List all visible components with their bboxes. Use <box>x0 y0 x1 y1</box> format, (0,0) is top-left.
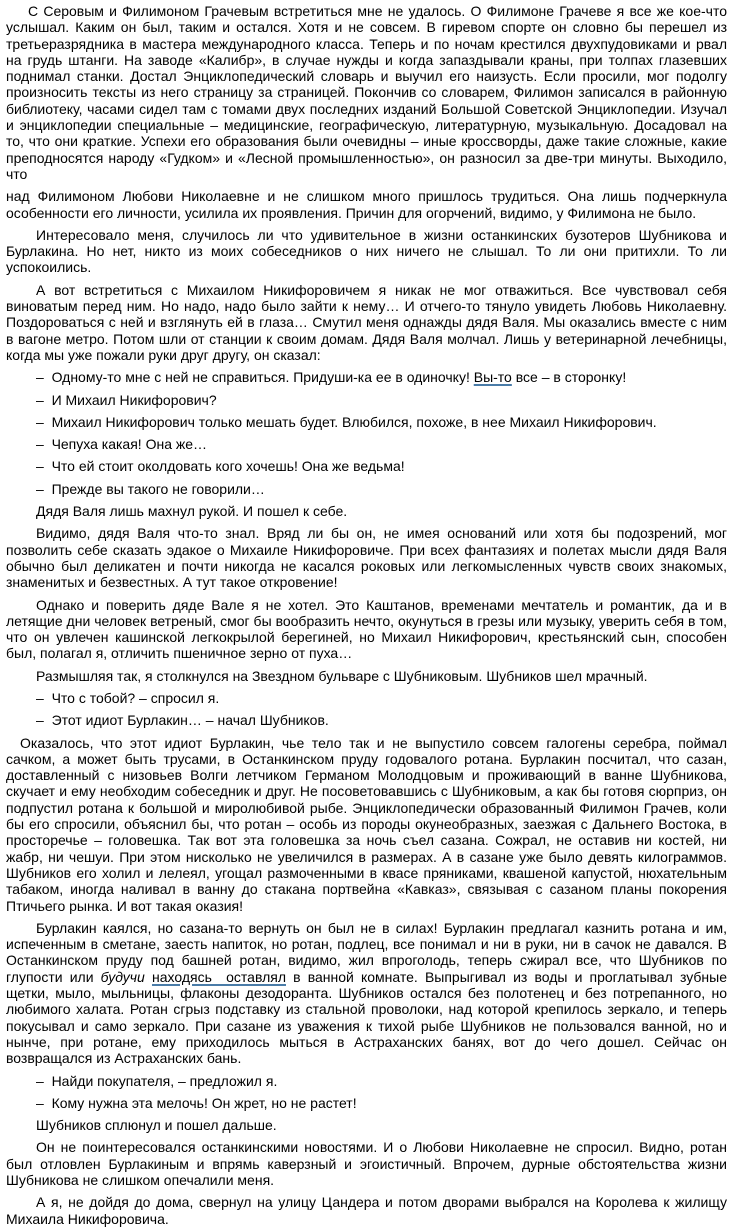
text-run <box>145 969 152 985</box>
paragraph <box>6 920 727 1067</box>
paragraph: Дядя Валя лишь махнул рукой. И пошел к себе. <box>36 503 348 520</box>
paragraph: над Филимоном Любови Николаевне и не слишком много пришлось трудиться. Она лишь подчеркнула особенности его личности, усилила их проявления. Причин для огорчений, видимо, у Филимона не было. <box>6 188 727 221</box>
underlined-text-run: Вы-то <box>473 369 512 386</box>
document-body <box>6 3 727 1227</box>
dialogue-line: – Найди покупателя, – предложил я. <box>36 1072 278 1089</box>
dialogue-line: – Чепуха какая! Она же… <box>36 436 208 453</box>
dialogue-line: – Кому нужна эта мелочь! Он жрет, но не растет! <box>36 1094 357 1111</box>
paragraph: С Серовым и Филимоном Грачевым встретиться мне не удалось. О Филимоне Грачеве я все же кое-что услышал. Каким он был, таким и остался. Хотя и не совсем. В гиревом спорте он словно бы перешел из третьеразрядника в мастера международного класса. Теперь и по ночам крестился двухпудовиками и рвал на грудь штанги. На заводе «Калибр», в случае нужды и когда запаздывали краны, при толпах глазевших поднимал станки. Достал Энциклопедический словарь и выучил его наизусть. Если просили, мог подолгу произносить тексты из него страницу за страницей. Покончив со словарем, Филимон записался в районную библиотеку, часами сидел там с томами двух последних изданий Большой Советской Энциклопедии. Изучал и энциклопедии специальные – медицинские, географическую, литературную, музыкальную. Досадовал на то, что они краткие. Успехи его образования были очевидны – иные кроссворды, даже такие сложные, какие преподносятся народу «Гудком» и «Лесной промышленностью», он разносил за две-три минуты. Выходило, что <box>6 3 727 182</box>
paragraph: Он не поинтересовался останкинскими новостями. И о Любови Николаевне не спросил. Видно, ротан был отловлен Бурлакиным и впрямь каверзный и эгоистичный. Впрочем, дурные обстоятельства жизни Шубникова не слишком опечалили меня. <box>6 1139 727 1188</box>
dialogue-line: – Этот идиот Бурлакин… – начал Шубников. <box>36 712 329 729</box>
paragraph: Размышляя так, я столкнулся на Звездном бульваре с Шубниковым. Шубников шел мрачный. <box>36 667 648 684</box>
paragraph: Видимо, дядя Валя что-то знал. Вряд ли бы он, не имея оснований или хотя бы подозрений, мог позволить себе сказать эдакое о Михаиле Никифоровиче. При всех фантазиях и полетах мысли дядя Валя обычно был деликатен и почти никогда не касался роковых или легкомысленных чувств своих знакомых, знаменитых и безвестных. А тут такое откровение! <box>6 525 727 591</box>
italic-text-run: будучи <box>100 968 145 985</box>
text-run: все – в сторонку! <box>511 369 627 386</box>
dialogue-line: – Что с тобой? – спросил я. <box>36 689 220 706</box>
dialogue-line: – Михаил Никифорович только мешать будет. Влюбился, похоже, в нее Михаил Никифорович. <box>36 413 657 430</box>
paragraph: Однако и поверить дяде Вале я не хотел. Это Каштанов, временами мечтатель и романтик, да и в летящие дни человек ветреный, смог бы вообразить нечто, окунуться в грезы или музыку, уверить себя в том, что он увлечен кашинской легкокрылой берегиней, но Михаил Никифорович, крестьянский сын, способен был, полагал я, отличить пшеничное зерно от пуха… <box>6 596 727 662</box>
dialogue-line <box>6 369 727 385</box>
paragraph: Шубников сплюнул и пошел дальше. <box>36 1117 277 1134</box>
text-run: Бурлакин каялся, но сазана-то вернуть он был не в силах! Бурлакин предлагал казнить ротана и им, испеченным в сметане, заесть напиток, но ротан, подлец, все понимал и ни в руки, ни в сачок не давался. В Останкинском пруду под башней ротан, видимо, жил впроголодь, теперь сжирал все, что Шубников по глупости или <box>6 919 727 985</box>
dialogue-line: – Прежде вы такого не говорили… <box>36 480 265 497</box>
dialogue-line: – И Михаил Никифорович? <box>36 391 217 408</box>
text-run: в ванной комнате. Выпрыгивал из воды и проглатывал зубные щетки, мыло, мыльницы, флаконы дезодоранта. Шубников остался без полотенец и без потрепанного, но любимого халата. Ротан сгрыз подставку из стальной проволоки, над которой крепилось зеркало, и теперь покусывал и само зеркало. При сазане из уважения к тихой рыбе Шубников не пользовался ванной, но и нынче, при ротане, ему приходилось мыться в Астраханских банях, вот до чего дошел. Сейчас он возвращался из Астраханских бань. <box>6 968 727 1067</box>
dialogue-line: – Что ей стоит околдовать кого хочешь! Она же ведьма! <box>36 458 405 475</box>
paragraph: Интересовало меня, случилось ли что удивительное в жизни останкинских бузотеров Шубникова и Бурлакина. Но нет, никто из моих собеседников о них ничего не слышал. То ли они притихли. То ли успокоились. <box>6 226 727 276</box>
paragraph: А я, не дойдя до дома, свернул на улицу Цандера и потом дворами выбрался на Королева к жилищу Михаила Никифоровича. <box>6 1194 727 1227</box>
text-run: – Одному-то мне с ней не справиться. Придуши-ка ее в одиночку! <box>36 369 474 386</box>
paragraph: А вот встретиться с Михаилом Никифоровичем я никак не мог отважиться. Все чувствовал себя виноватым перед ним. Но надо, надо было зайти к нему… И отчего-то тянуло увидеть Любовь Николаевну. Поздороваться с ней и взглянуть ей в глаза… Смутил меня однажды дядя Валя. Мы оказались вместе с ним в вагоне метро. Потом шли от станции к своим домам. Дядя Валя молчал. Лишь у ветеринарной лечебницы, когда мы уже пожали руки друг другу, он сказал: <box>6 281 727 363</box>
paragraph: Оказалось, что этот идиот Бурлакин, чье тело так и не выпустило совсем галогены серебра, поймал сачком, а может быть трусами, в Останкинском пруду годовалого ротана. Бурлакин посчитал, что сазан, доставленный с низовьев Волги летчиком Германом Молодцовым и проживающий в ванне Шубникова, скучает и ему необходим собеседник и друг. Не посоветовавшись с Шубниковым, а как бы готовя сюрприз, он подпустил ротана к большой и миролюбивой рыбе. Энциклопедически образованный Филимон Грачев, коли бы его спросили, объяснил бы, что ротан – особь из породы окунеобразных, заезжая с Дальнего Востока, в просторечье – головешка. Так вот эта головешка за ночь съел сазана. Сожрал, не оставив ни костей, ни жабр, ни чешуи. При этом нисколько не увеличился в размерах. А в сазане уже было девять килограммов. Шубников его холил и лелеял, угощал размоченными в квасе пряниками, квашеной капустой, нюхательным табаком, иногда наливал в ванну до стакана портвейна «Кавказ», связывая с сазаном планы покорения Птичьего рынка. И вот такая оказия! <box>6 734 727 914</box>
underlined-text-run: находясь оставлял <box>151 968 286 985</box>
